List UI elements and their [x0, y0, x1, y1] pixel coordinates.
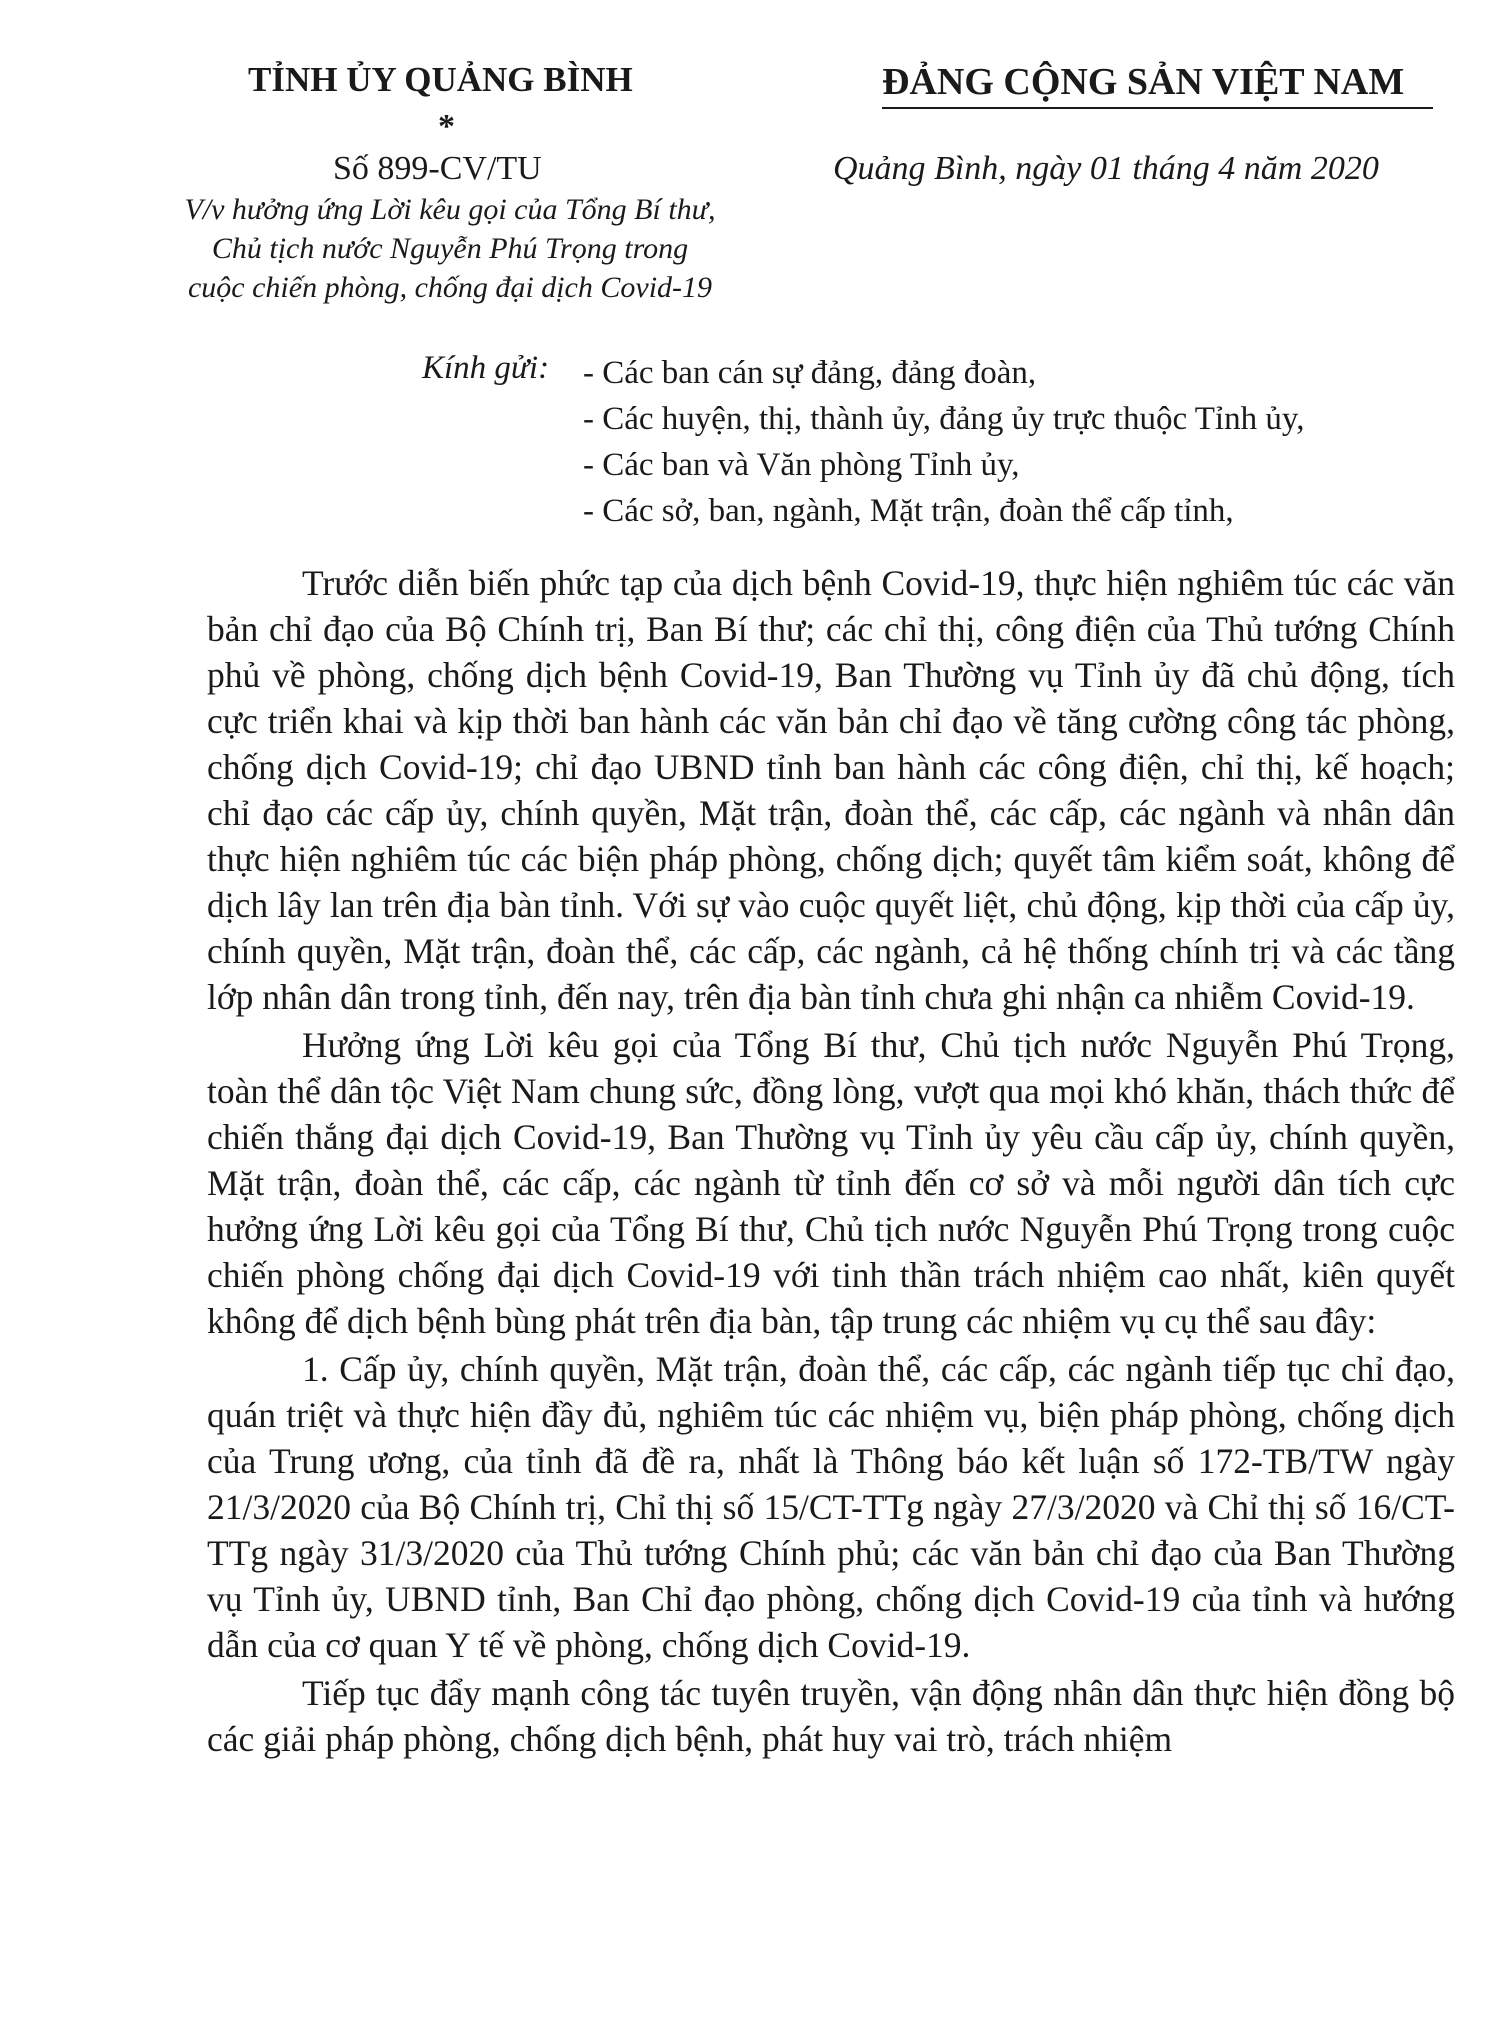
recipients-label: Kính gửi: [422, 350, 550, 386]
body-paragraph: 1. Cấp ủy, chính quyền, Mặt trận, đoàn thể, các cấp, các ngành tiếp tục chỉ đạo, quán triệt và thực hiện đầy đủ, nghiêm túc các nhiệm vụ, biện pháp phòng, chống dịch của Trung ương, của tỉnh đã đề ra, nhất là Thông báo kết luận số 172-TB/TW ngày 21/3/2020 của Bộ Chính trị, Chỉ thị số 15/CT-TTg ngày 27/3/2020 và Chỉ thị số 16/CT-TTg ngày 31/3/2020 của Thủ tướng Chính phủ; các văn bản chỉ đạo của Ban Thường vụ Tỉnh ủy, UBND tỉnh, Ban Chỉ đạo phòng, chống dịch Covid-19 của tỉnh và hướng dẫn của cơ quan Y tế về phòng, chống dịch Covid-19. [207, 1349, 1455, 1665]
recipient-item: - Các huyện, thị, thành ủy, đảng ủy trực thuộc Tỉnh ủy, [583, 401, 1305, 437]
subject-line: Chủ tịch nước Nguyễn Phú Trọng trong [211, 232, 689, 265]
body-paragraph: Tiếp tục đẩy mạnh công tác tuyên truyền, vận động nhân dân thực hiện đồng bộ các giải pháp phòng, chống dịch bệnh, phát huy vai trò, trách nhiệm [207, 1673, 1455, 1759]
party-name: ĐẢNG CỘNG SẢN VIỆT NAM [882, 61, 1405, 103]
document-body [207, 560, 1455, 1762]
subject-line: cuộc chiến phòng, chống đại dịch Covid-19 [187, 271, 713, 304]
issuing-organization: TỈNH ỦY QUẢNG BÌNH [248, 60, 633, 99]
body-paragraph: Hưởng ứng Lời kêu gọi của Tổng Bí thư, Chủ tịch nước Nguyễn Phú Trọng, toàn thể dân tộc Việt Nam chung sức, đồng lòng, vượt qua mọi khó khăn, thách thức để chiến thắng đại dịch Covid-19, Ban Thường vụ Tỉnh ủy yêu cầu cấp ủy, chính quyền, Mặt trận, đoàn thể, các cấp, các ngành từ tỉnh đến cơ sở và mỗi người dân tích cực hưởng ứng Lời kêu gọi của Tổng Bí thư, Chủ tịch nước Nguyễn Phú Trọng trong cuộc chiến phòng chống đại dịch Covid-19 với tinh thần trách nhiệm cao nhất, kiên quyết không để dịch bệnh bùng phát trên địa bàn, tập trung các nhiệm vụ cụ thể sau đây: [207, 1025, 1455, 1341]
document-number: Số 899-CV/TU [333, 150, 542, 187]
recipient-item: - Các sở, ban, ngành, Mặt trận, đoàn thể cấp tỉnh, [583, 493, 1234, 529]
organization-star: * [438, 108, 455, 145]
body-paragraph: Trước diễn biến phức tạp của dịch bệnh Covid-19, thực hiện nghiêm túc các văn bản chỉ đạo của Bộ Chính trị, Ban Bí thư; các chỉ thị, công điện của Thủ tướng Chính phủ về phòng, chống dịch bệnh Covid-19, Ban Thường vụ Tỉnh ủy đã chủ động, tích cực triển khai và kịp thời ban hành các văn bản chỉ đạo về tăng cường công tác phòng, chống dịch Covid-19; chỉ đạo UBND tỉnh ban hành các công điện, chỉ thị, kế hoạch; chỉ đạo các cấp ủy, chính quyền, Mặt trận, đoàn thể, các cấp, các ngành và nhân dân thực hiện nghiêm túc các biện pháp phòng, chống dịch; quyết tâm kiểm soát, không để dịch lây lan trên địa bàn tỉnh. Với sự vào cuộc quyết liệt, chủ động, kịp thời của cấp ủy, chính quyền, Mặt trận, đoàn thể, các cấp, các ngành, cả hệ thống chính trị và các tầng lớp nhân dân trong tỉnh, đến nay, trên địa bàn tỉnh chưa ghi nhận ca nhiễm Covid-19. [207, 563, 1455, 1017]
place-and-date: Quảng Bình, ngày 01 tháng 4 năm 2020 [833, 150, 1379, 187]
recipient-item: - Các ban và Văn phòng Tỉnh ủy, [583, 447, 1020, 483]
recipients-list [583, 350, 1304, 534]
subject-line: V/v hưởng ứng Lời kêu gọi của Tổng Bí thư, [184, 193, 716, 226]
document-subject [150, 190, 750, 307]
recipient-item: - Các ban cán sự đảng, đảng đoàn, [583, 355, 1037, 391]
party-name-underline [882, 107, 1433, 109]
